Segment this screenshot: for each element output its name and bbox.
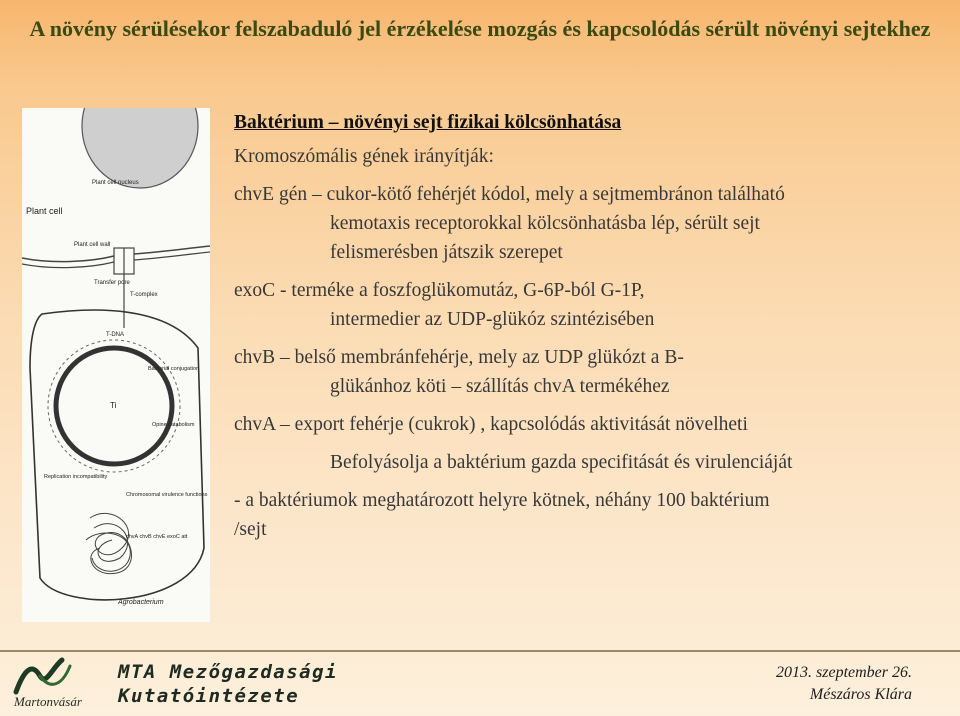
label-opine-catabolism: Opine catabolism (152, 422, 195, 428)
plant-cell-wall-left (22, 262, 114, 268)
institute-name-line-2: Kutatóintézete (118, 685, 300, 707)
plant-cell-membrane-left (22, 256, 114, 262)
label-plant-cell-wall: Plant cell wall (74, 242, 111, 248)
slide-title: A növény sérülésekor felszabaduló jel érzékelése mozgás és kapcsolódás sérült növényi sejtekhez (29, 16, 931, 41)
specificity-line: Befolyásolja a baktérium gazda specifitását és virulenciáját (330, 452, 793, 473)
chva-line-1: chvA – export fehérje (cukrok) , kapcsolódás aktivitását növelheti (234, 414, 748, 435)
attach-line-1: - a baktériumok meghatározott helyre kötnek, néhány 100 baktérium (234, 490, 770, 511)
label-t-dna: T-DNA (106, 332, 124, 338)
slide-content (234, 108, 934, 544)
footer-date: 2013. szeptember 26. (776, 664, 912, 681)
footer-divider (0, 650, 960, 652)
chvb-line-2: glükánhoz köti – szállítás chvA termékéhez (330, 376, 670, 397)
logo-mark-icon (10, 656, 110, 696)
exoc-line-2: intermedier az UDP-glükóz szintézisében (330, 309, 655, 330)
label-plant-cell-nucleus: Plant cell nucleus (92, 180, 139, 186)
label-transfer-pore: Transfer pore (94, 280, 130, 286)
label-replication-incompatibility: Replication incompatibility (44, 474, 108, 480)
institute-name (118, 660, 338, 708)
label-agrobacterium: Agrobacterium (118, 599, 164, 606)
chve-line-2: kemotaxis receptorokkal kölcsönhatásba lép, sérült sejt (330, 213, 760, 234)
chve-line-1: chvE gén – cukor-kötő fehérjét kódol, mely a sejtmembránon található (234, 184, 785, 205)
label-plant-cell: Plant cell (26, 206, 63, 216)
label-t-complex: T-complex (130, 292, 158, 298)
institute-name-line-1: MTA Mezőgazdasági (118, 661, 338, 683)
attach-line-2: /sejt (234, 519, 267, 540)
chve-line-3: felismerésben játszik szerepet (330, 242, 563, 263)
agrobacterium-diagram (22, 108, 210, 622)
label-chv-genes: chvA chvB chvE exoC att (126, 534, 188, 540)
exoc-line-1: exoC - terméke a foszfoglükomutáz, G-6P-ból G-1P, (234, 280, 645, 301)
label-chromosomal-virulence: Chromosomal virulence functions (126, 492, 208, 498)
footer-author: Mészáros Klára (809, 686, 912, 703)
diagram-svg (22, 108, 210, 622)
chromosome-tangle (86, 513, 131, 573)
chvb-line-1: chvB – belső membránfehérje, mely az UDP glükózt a B- (234, 347, 684, 368)
content-intro: Kromoszómális gének irányítják: (234, 146, 494, 167)
bacterium-outline (30, 310, 204, 600)
label-bacterial-conjugation: Bacterial conjugation (148, 366, 200, 372)
label-ti: Ti (110, 401, 117, 410)
plant-cell-nucleus-shape (82, 108, 198, 188)
footer-date-author (776, 662, 912, 706)
logo-subtitle: Martonvásár (14, 694, 82, 709)
content-heading: Baktérium – növényi sejt fizikai kölcsönhatása (234, 112, 622, 133)
